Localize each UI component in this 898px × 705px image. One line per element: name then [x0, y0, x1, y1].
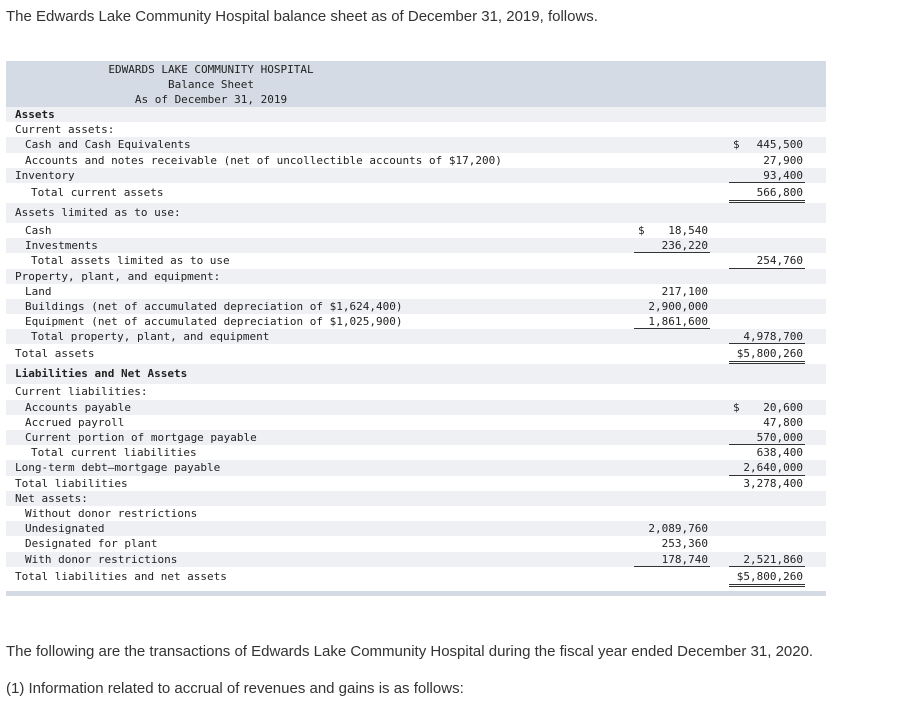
amount-value: 445,500: [756, 138, 803, 152]
row-label: Designated for plant: [25, 537, 158, 551]
table-row: [6, 521, 826, 536]
row-label: Assets: [15, 108, 55, 121]
row-label: Cash and Cash Equivalents: [25, 138, 191, 152]
row-label: Inventory: [15, 168, 75, 182]
table-row: [6, 430, 826, 445]
total-amount-cell: [729, 183, 805, 203]
detail-amount-cell: [634, 552, 710, 567]
row-label: Current liabilities:: [15, 385, 148, 399]
table-bottom-bar: [6, 591, 826, 596]
row-label: Total liabilities and net assets: [15, 569, 227, 583]
table-row: [6, 223, 826, 238]
row-label: Current portion of mortgage payable: [25, 431, 257, 444]
table-row: [6, 506, 826, 521]
statement-title: Balance Sheet: [167, 78, 255, 91]
total-amount-cell: [729, 567, 805, 587]
table-row: [6, 415, 826, 430]
row-label: Accounts payable: [25, 400, 131, 414]
amount-value: 236,220: [661, 239, 708, 253]
table-row: [6, 238, 826, 253]
table-row: [6, 364, 826, 384]
detail-amount-cell: [634, 299, 710, 314]
amount-value: 2,640,000: [743, 461, 803, 475]
table-row: [6, 122, 826, 137]
row-label: Undesignated: [25, 522, 105, 536]
balance-sheet-rows: [6, 107, 826, 587]
amount-value: $5,800,260: [736, 569, 803, 583]
row-label: Total assets: [15, 347, 95, 361]
table-row: [6, 476, 826, 491]
row-label: Property, plant, and equipment:: [15, 269, 221, 283]
total-amount-cell: [729, 430, 805, 445]
amount-value: 570,000: [756, 431, 803, 444]
balance-sheet-table: [6, 61, 826, 596]
amount-value: 18,540: [668, 223, 708, 237]
dollar-sign: $: [733, 138, 740, 152]
amount-value: 566,800: [756, 185, 803, 199]
total-amount-cell: [729, 329, 805, 344]
table-row: [6, 329, 826, 344]
detail-amount-cell: [634, 223, 710, 238]
total-amount-cell: [729, 460, 805, 475]
row-label: Accrued payroll: [25, 415, 125, 429]
amount-value: 254,760: [756, 254, 803, 268]
amount-value: 4,978,700: [743, 330, 803, 344]
transactions-intro: The following are the transactions of Edwards Lake Community Hospital during the fiscal year ended December 31, 2020.: [6, 643, 814, 660]
total-amount-cell: [729, 344, 805, 364]
table-row: [6, 344, 826, 364]
amount-value: 20,600: [763, 400, 803, 414]
amount-value: 2,900,000: [648, 299, 708, 313]
dollar-sign: $: [733, 400, 740, 414]
row-label: Total property, plant, and equipment: [31, 330, 270, 344]
table-row: [6, 137, 826, 152]
row-label: Cash: [25, 223, 52, 237]
table-row: [6, 460, 826, 475]
total-amount-cell: [729, 153, 805, 168]
row-label: Total current assets: [31, 185, 164, 199]
row-label: Buildings (net of accumulated depreciation of $1,624,400): [25, 299, 403, 313]
row-label: Total current liabilities: [31, 446, 197, 460]
table-row: [6, 253, 826, 268]
dollar-sign: $: [638, 223, 645, 237]
amount-value: 2,089,760: [648, 522, 708, 536]
statement-date: As of December 31, 2019: [134, 93, 288, 106]
row-label: Land: [25, 284, 52, 298]
row-label: Long-term debt—mortgage payable: [15, 461, 221, 475]
intro-text: The Edwards Lake Community Hospital balance sheet as of December 31, 2019, follows.: [6, 8, 598, 25]
table-row: [6, 567, 826, 587]
amount-value: 217,100: [661, 284, 708, 298]
table-row: [6, 552, 826, 567]
total-amount-cell: [729, 415, 805, 430]
item-1-text: (1) Information related to accrual of revenues and gains is as follows:: [6, 680, 464, 697]
row-label: Total assets limited as to use: [31, 254, 230, 268]
row-label: Assets limited as to use:: [15, 205, 181, 219]
table-row: [6, 153, 826, 168]
table-row: [6, 491, 826, 506]
table-row: [6, 168, 826, 183]
detail-amount-cell: [634, 314, 710, 329]
row-label: Current assets:: [15, 123, 115, 137]
total-amount-cell: [729, 400, 805, 415]
row-label: Net assets:: [15, 491, 88, 505]
detail-amount-cell: [634, 521, 710, 536]
table-row: [6, 400, 826, 415]
org-name: EDWARDS LAKE COMMUNITY HOSPITAL: [108, 63, 314, 76]
amount-value: $5,800,260: [736, 347, 803, 361]
total-amount-cell: [729, 552, 805, 567]
amount-value: 253,360: [661, 537, 708, 551]
table-row: [6, 269, 826, 284]
amount-value: 47,800: [763, 415, 803, 429]
amount-value: 638,400: [756, 446, 803, 460]
total-amount-cell: [729, 445, 805, 460]
table-row: [6, 203, 826, 223]
table-row: [6, 183, 826, 203]
row-label: Liabilities and Net Assets: [15, 367, 188, 381]
detail-amount-cell: [634, 284, 710, 299]
table-row: [6, 299, 826, 314]
table-row: [6, 284, 826, 299]
detail-amount-cell: [634, 536, 710, 551]
row-label: Without donor restrictions: [25, 506, 198, 520]
total-amount-cell: [729, 137, 805, 152]
amount-value: 27,900: [763, 153, 803, 167]
table-row: [6, 384, 826, 399]
detail-amount-cell: [634, 238, 710, 253]
table-row: [6, 107, 826, 122]
table-row: [6, 445, 826, 460]
table-row: [6, 536, 826, 551]
amount-value: 2,521,860: [743, 552, 803, 566]
amount-value: 3,278,400: [743, 476, 803, 490]
total-amount-cell: [729, 253, 805, 268]
row-label: Investments: [25, 239, 98, 253]
row-label: With donor restrictions: [25, 552, 178, 566]
total-amount-cell: [729, 476, 805, 491]
table-row: [6, 314, 826, 329]
amount-value: 1,861,600: [648, 315, 708, 329]
row-label: Equipment (net of accumulated depreciation of $1,025,900): [25, 315, 403, 329]
row-label: Accounts and notes receivable (net of uncollectible accounts of $17,200): [25, 153, 502, 167]
total-amount-cell: [729, 168, 805, 183]
balance-sheet-header: [6, 61, 826, 107]
amount-value: 178,740: [661, 552, 708, 566]
row-label: Total liabilities: [15, 476, 128, 490]
amount-value: 93,400: [763, 168, 803, 182]
